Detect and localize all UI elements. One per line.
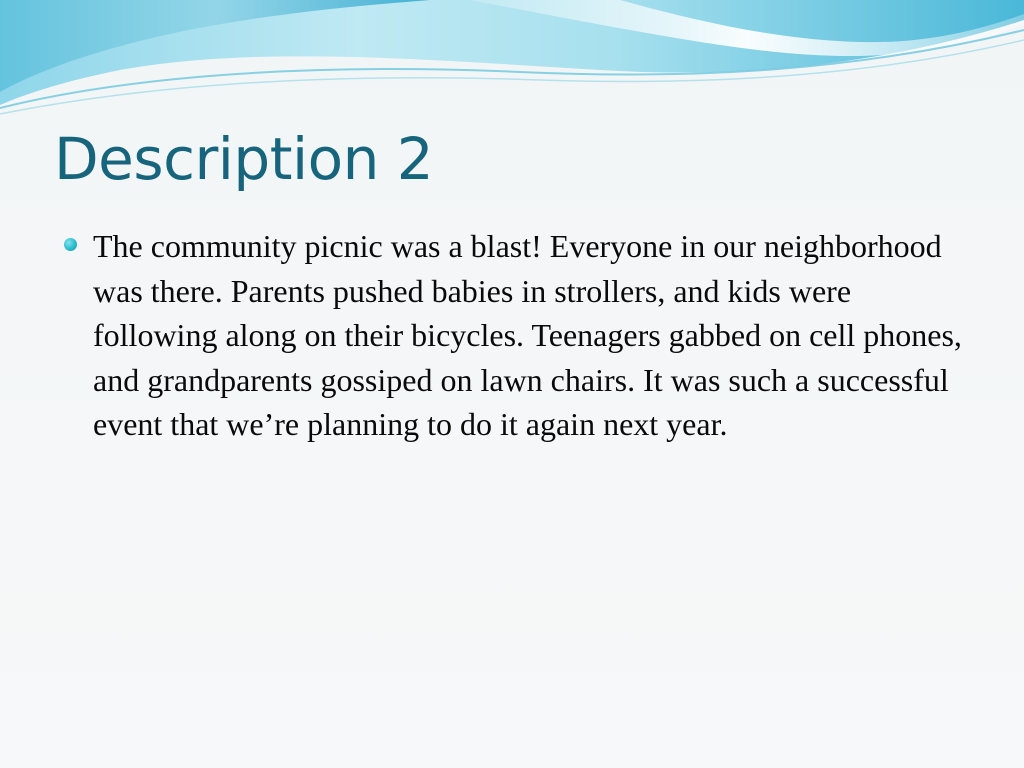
bullet-list	[62, 224, 962, 447]
bullet-text: The community picnic was a blast! Everyone in our neighborhood was there. Parents pushed babies in strollers, and kids were following along on their bicycles. Teenagers gabbed on cell phones, and grandparents gossiped on lawn chairs. It was such a successful event that we’re planning to do it again next year.	[93, 228, 962, 442]
slide-title: Description 2	[54, 125, 434, 193]
bullet-dot-icon	[64, 238, 77, 251]
wave-header-decoration	[0, 0, 1024, 120]
bullet-item	[62, 224, 962, 447]
